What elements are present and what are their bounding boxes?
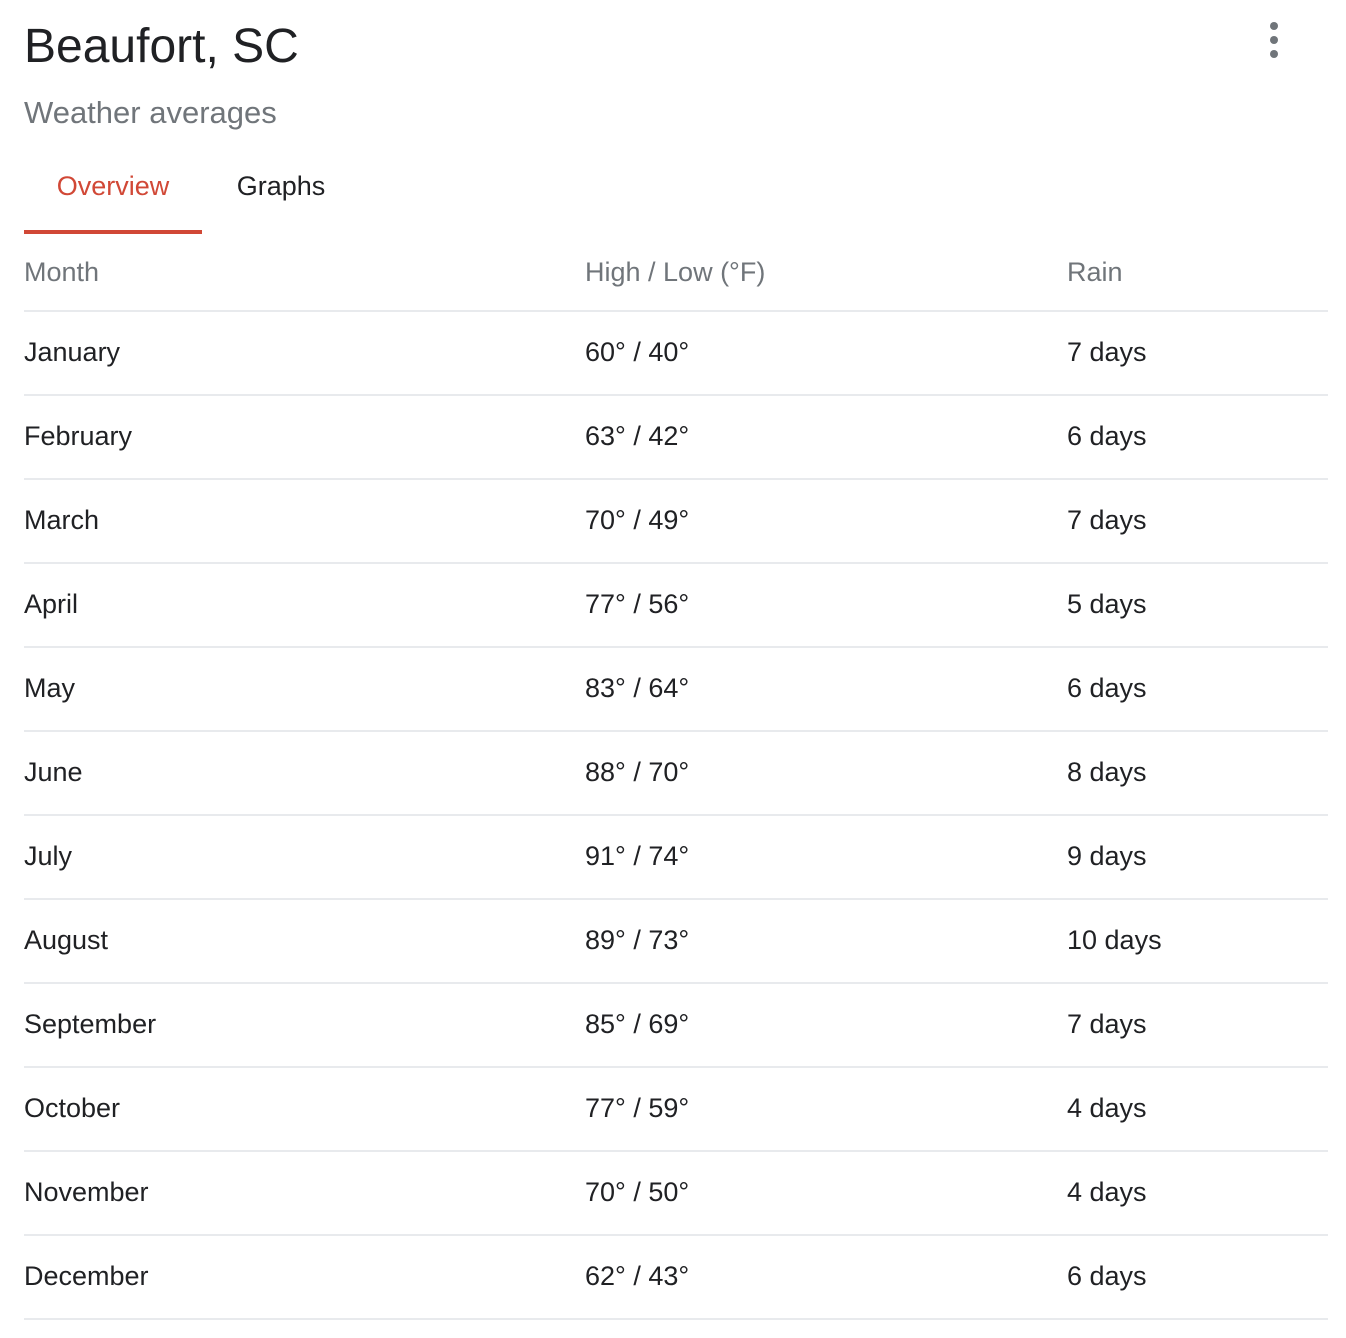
table-row bbox=[24, 648, 1328, 732]
month-cell: May bbox=[24, 673, 76, 703]
rain-cell: 4 days bbox=[1067, 1093, 1147, 1123]
high-low-cell: 77° / 59° bbox=[585, 1093, 690, 1123]
high-low-cell: 83° / 64° bbox=[585, 673, 690, 703]
rain-cell: 7 days bbox=[1067, 1009, 1147, 1039]
high-low-cell: 77° / 56° bbox=[585, 589, 690, 619]
weather-table bbox=[24, 234, 1328, 1320]
rain-cell: 10 days bbox=[1067, 925, 1162, 955]
page-title: Beaufort, SC bbox=[24, 20, 299, 73]
column-header-month: Month bbox=[24, 257, 100, 287]
table-row bbox=[24, 564, 1328, 648]
month-cell: July bbox=[24, 841, 73, 871]
column-header-high-low: High / Low (°F) bbox=[585, 257, 766, 287]
table-row bbox=[24, 480, 1328, 564]
high-low-cell: 63° / 42° bbox=[585, 421, 690, 451]
month-cell: September bbox=[24, 1009, 157, 1039]
table-header bbox=[24, 234, 1328, 312]
more-vert-icon bbox=[1250, 16, 1298, 64]
table-row bbox=[24, 732, 1328, 816]
high-low-cell: 85° / 69° bbox=[585, 1009, 690, 1039]
high-low-cell: 70° / 49° bbox=[585, 505, 690, 535]
table-row bbox=[24, 1068, 1328, 1152]
rain-cell: 8 days bbox=[1067, 757, 1147, 787]
table-row bbox=[24, 312, 1328, 396]
month-cell: December bbox=[24, 1261, 149, 1291]
month-cell: January bbox=[24, 337, 121, 367]
high-low-cell: 88° / 70° bbox=[585, 757, 690, 787]
column-header-rain: Rain bbox=[1067, 257, 1123, 287]
high-low-cell: 89° / 73° bbox=[585, 925, 690, 955]
month-cell: April bbox=[24, 589, 79, 619]
rain-cell: 7 days bbox=[1067, 505, 1147, 535]
tab-graphs[interactable]: Graphs bbox=[236, 171, 326, 201]
month-cell: August bbox=[24, 925, 109, 955]
high-low-cell: 62° / 43° bbox=[585, 1261, 690, 1291]
page-subtitle: Weather averages bbox=[24, 95, 277, 130]
rain-cell: 6 days bbox=[1067, 421, 1147, 451]
rain-cell: 6 days bbox=[1067, 1261, 1147, 1291]
rain-cell: 6 days bbox=[1067, 673, 1147, 703]
high-low-cell: 91° / 74° bbox=[585, 841, 690, 871]
table-row bbox=[24, 396, 1328, 480]
rain-cell: 7 days bbox=[1067, 337, 1147, 367]
high-low-cell: 60° / 40° bbox=[585, 337, 690, 367]
rain-cell: 5 days bbox=[1067, 589, 1147, 619]
tab-overview[interactable]: Overview bbox=[24, 150, 202, 234]
table-row bbox=[24, 1236, 1328, 1320]
rain-cell: 9 days bbox=[1067, 841, 1147, 871]
month-cell: June bbox=[24, 757, 83, 787]
table-row bbox=[24, 1152, 1328, 1236]
month-cell: November bbox=[24, 1177, 149, 1207]
high-low-cell: 70° / 50° bbox=[585, 1177, 690, 1207]
more-options-button[interactable] bbox=[1250, 16, 1298, 64]
table-row bbox=[24, 984, 1328, 1068]
month-cell: March bbox=[24, 505, 100, 535]
tab-bar bbox=[24, 150, 364, 234]
table-row bbox=[24, 816, 1328, 900]
table-row bbox=[24, 900, 1328, 984]
month-cell: February bbox=[24, 421, 133, 451]
rain-cell: 4 days bbox=[1067, 1177, 1147, 1207]
month-cell: October bbox=[24, 1093, 121, 1123]
